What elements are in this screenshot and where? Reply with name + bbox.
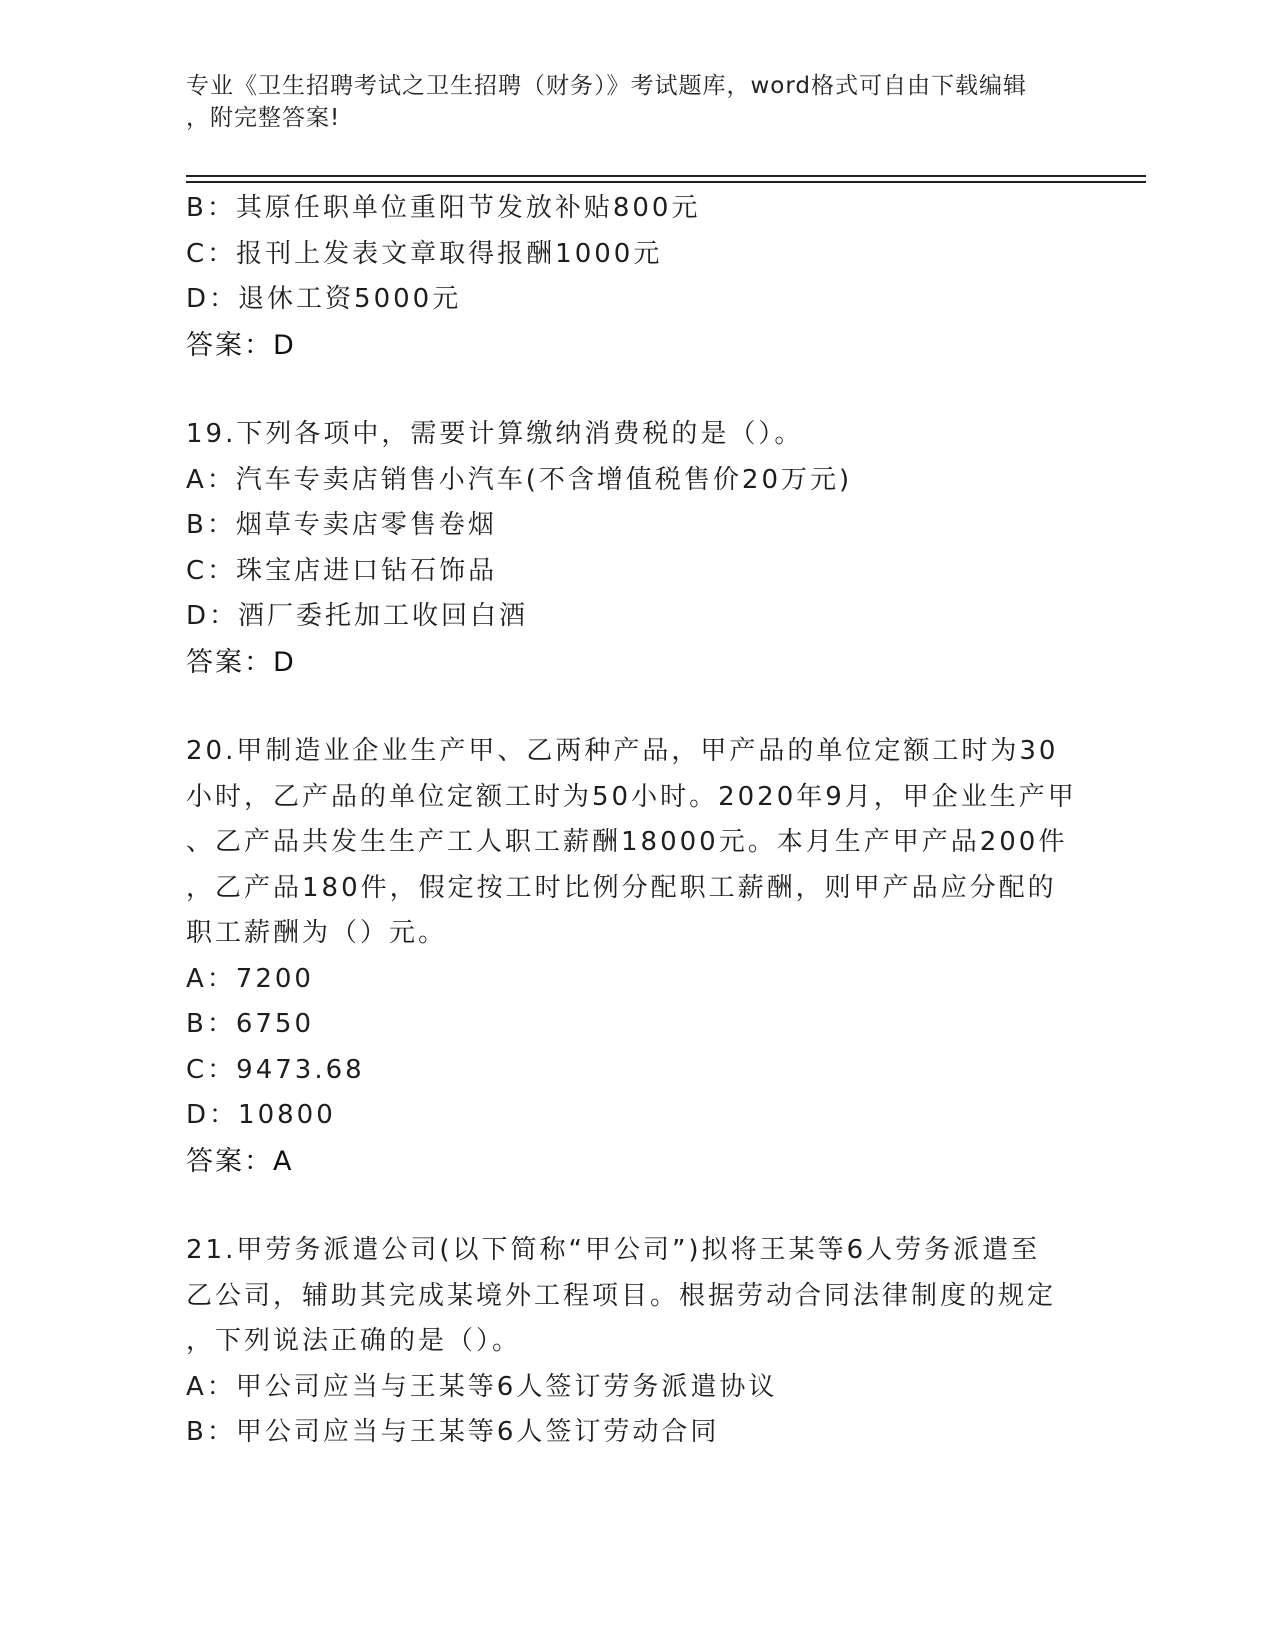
question-21 [186, 1228, 1086, 1456]
header-divider-bottom [186, 181, 1146, 183]
question-stem-line: 职工薪酬为（）元。 [186, 918, 448, 948]
question-list [186, 186, 1086, 1456]
spacer [186, 368, 1086, 412]
header-line-1: 专业《卫生招聘考试之卫生招聘（财务）》考试题库，word格式可自由下载编辑 [186, 73, 1028, 99]
option-c: C：9473.68 [186, 1054, 365, 1085]
question-stem: 19.下列各项中，需要计算缴纳消费税的是（）。 [186, 419, 804, 449]
option-b: B：其原任职单位重阳节发放补贴800元 [186, 193, 701, 223]
question-stem-line: 乙公司，辅助其完成某境外工程项目。根据劳动合同法律制度的规定 [186, 1280, 1057, 1311]
question-stem-line: 20.甲制造业企业生产甲、乙两种产品，甲产品的单位定额工时为30 [186, 736, 1059, 766]
question-19 [186, 412, 1086, 685]
option-b: B：甲公司应当与王某等6人签订劳动合同 [186, 1417, 720, 1447]
option-d: D：酒厂委托加工收回白酒 [186, 601, 529, 631]
spacer [186, 1184, 1086, 1228]
option-c: C：珠宝店进口钻石饰品 [186, 555, 498, 586]
question-stem-line: ，下列说法正确的是（）。 [186, 1326, 522, 1356]
spacer [186, 685, 1086, 729]
option-b: B：烟草专卖店零售卷烟 [186, 510, 497, 540]
option-d: D：10800 [186, 1100, 336, 1130]
option-c: C：报刊上发表文章取得报酬1000元 [186, 238, 663, 269]
question-18-tail [186, 186, 1086, 368]
option-d: D：退休工资5000元 [186, 284, 462, 314]
question-20 [186, 729, 1086, 1184]
answer: 答案：D [186, 646, 296, 678]
option-a: A：甲公司应当与王某等6人签订劳务派遣协议 [186, 1371, 778, 1402]
document-header [186, 70, 1086, 134]
answer: 答案：A [186, 1145, 294, 1177]
question-stem-line: ，乙产品180件，假定按工时比例分配职工薪酬，则甲产品应分配的 [186, 872, 1057, 903]
option-a: A：7200 [186, 963, 314, 994]
question-stem-line: 21.甲劳务派遣公司(以下简称“甲公司”)拟将王某等6人劳务派遣至 [186, 1235, 1041, 1265]
question-stem-line: 小时，乙产品的单位定额工时为50小时。2020年9月，甲企业生产甲 [186, 781, 1077, 812]
option-a: A：汽车专卖店销售小汽车(不含增值税售价20万元) [186, 464, 853, 495]
header-line-2: ，附完整答案! [186, 105, 341, 131]
header-divider-top [186, 175, 1146, 177]
question-stem-line: 、乙产品共发生生产工人职工薪酬18000元。本月生产甲产品200件 [186, 827, 1068, 857]
answer: 答案：D [186, 329, 296, 361]
option-b: B：6750 [186, 1009, 315, 1039]
